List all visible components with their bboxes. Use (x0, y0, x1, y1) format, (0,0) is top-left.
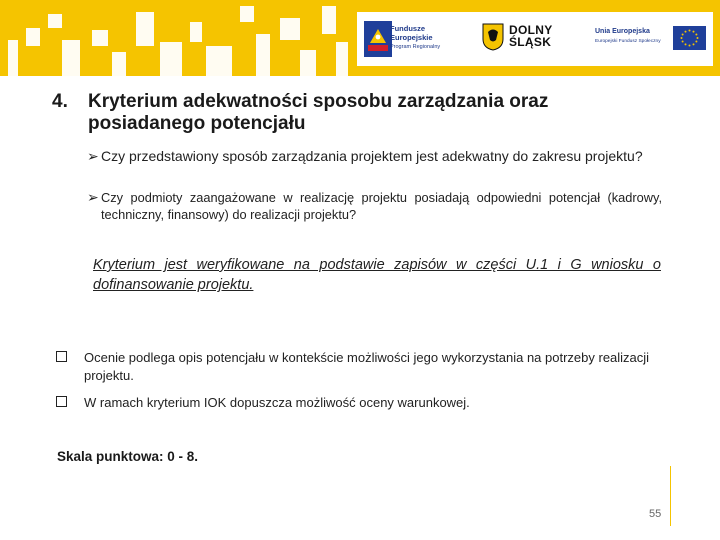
decor-block (62, 40, 80, 76)
decor-block (300, 50, 316, 76)
fe-logo-text (390, 24, 433, 42)
verification-note: Kryterium jest weryfikowane na podstawie zapisów w części U.1 i G wniosku o dofinansowanie projektu. (93, 257, 661, 293)
arrow-bullet-icon: ➢ (87, 189, 99, 205)
logo-strip (357, 12, 713, 66)
scoring-scale: Skala punktowa: 0 - 8. (57, 449, 199, 464)
ds-logo-line1: DOLNY (509, 23, 553, 37)
decor-block (280, 18, 300, 40)
eu-logo-sub: Europejski Fundusz Społeczny (595, 39, 661, 44)
decor-block (322, 6, 336, 34)
page-number: 55 (649, 508, 662, 520)
fe-logo-line1: Fundusze (390, 24, 425, 33)
fe-logo-line2: Europejskie (390, 33, 433, 42)
question-text: Czy przedstawiony sposób zarządzania projektem jest adekwatny do zakresu projektu? (101, 148, 643, 164)
title-number: 4. (52, 91, 68, 112)
header-band (0, 0, 720, 76)
decor-block (8, 40, 18, 76)
arrow-bullet-icon: ➢ (87, 148, 99, 164)
bullet-text: W ramach kryterium IOK dopuszcza możliwość oceny warunkowej. (84, 395, 470, 410)
eu-flag-icon (673, 26, 706, 50)
checkbox-bullet-icon (56, 351, 67, 362)
title-text: Kryterium adekwatności sposobu zarządzania oraz posiadanego potencjału (88, 91, 549, 134)
decor-block (26, 28, 40, 46)
dolny-slask-crest-icon (482, 23, 504, 51)
fe-logo-sub: Program Regionalny (390, 44, 441, 50)
bullet-item (56, 394, 666, 412)
checkbox-bullet-icon (56, 396, 67, 407)
bullet-text: Ocenie podlega opis potencjału w kontekście możliwości jego wykorzystania na potrzeby realizacji projektu. (84, 350, 650, 383)
decor-block (256, 34, 270, 76)
decor-block (92, 30, 108, 46)
question-item (87, 189, 662, 223)
decor-block (336, 42, 348, 76)
question-text: Czy podmioty zaangażowane w realizację projektu posiadają odpowiedni potencjał (kadrowy, techniczny, finansowy) do realizacji projektu? (101, 190, 662, 222)
footer-divider (670, 466, 671, 526)
fundusze-europejskie-icon (364, 21, 392, 57)
ds-logo-text (509, 24, 553, 48)
decor-block (240, 6, 254, 22)
question-item (87, 148, 662, 165)
decor-block (206, 46, 232, 76)
eu-logo-text: Unia Europejska (595, 28, 650, 35)
decor-block (190, 22, 202, 42)
ds-logo-line2: ŚLĄSK (509, 35, 552, 49)
decor-block (160, 42, 182, 76)
decor-block (112, 52, 126, 76)
slide-title (52, 91, 652, 135)
bullet-item (56, 349, 666, 385)
decor-block (136, 12, 154, 46)
decor-block (48, 14, 62, 28)
